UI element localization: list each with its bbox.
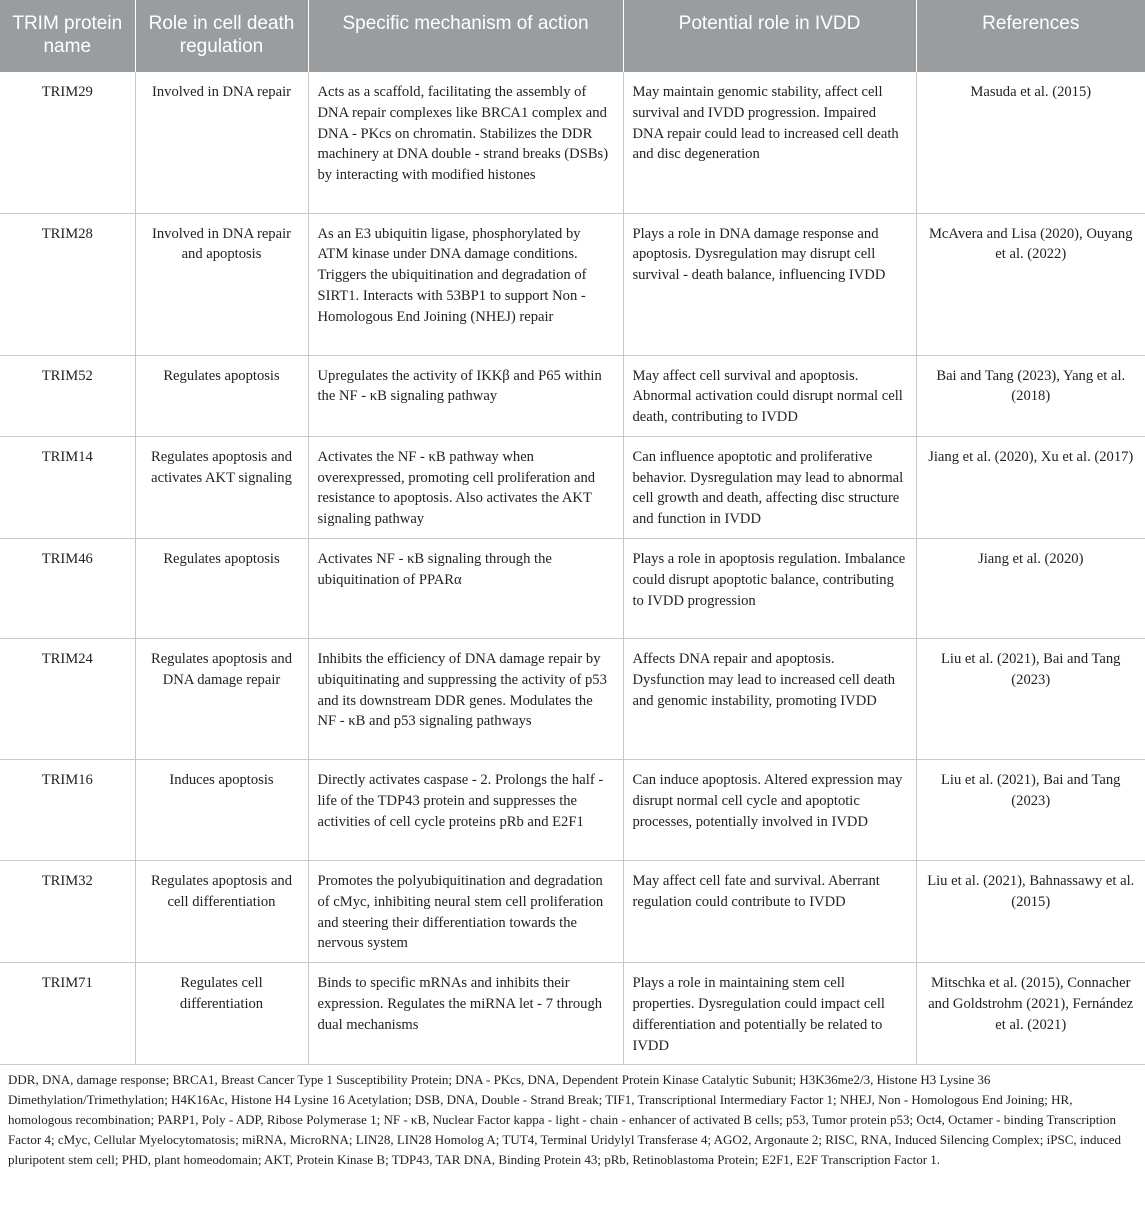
cell-role: Regulates apoptosis and DNA damage repair (135, 639, 308, 760)
cell-ivdd-role: Plays a role in maintaining stem cell properties. Dysregulation could impact cell differentiation and potentially be related to IVDD (623, 963, 916, 1065)
cell-protein-name: TRIM32 (0, 861, 135, 963)
cell-ivdd-role: Plays a role in apoptosis regulation. Imbalance could disrupt apoptotic balance, contributing to IVDD progression (623, 539, 916, 639)
cell-mechanism: Activates the NF - κB pathway when overexpressed, promoting cell proliferation and resistance to apoptosis. Also activates the AKT signaling pathway (308, 436, 623, 538)
cell-role: Induces apoptosis (135, 760, 308, 861)
cell-protein-name: TRIM16 (0, 760, 135, 861)
cell-references: Jiang et al. (2020), Xu et al. (2017) (916, 436, 1145, 538)
header-role: Role in cell death regulation (135, 0, 308, 72)
header-references: References (916, 0, 1145, 72)
table-row (0, 355, 1145, 436)
cell-references: Mitschka et al. (2015), Connacher and Goldstrohm (2021), Fernández et al. (2021) (916, 963, 1145, 1065)
cell-ivdd-role: May maintain genomic stability, affect cell survival and IVDD progression. Impaired DNA repair could lead to increased cell death and disc degeneration (623, 72, 916, 213)
cell-references: Liu et al. (2021), Bai and Tang (2023) (916, 760, 1145, 861)
cell-role: Regulates apoptosis (135, 539, 308, 639)
table-row (0, 760, 1145, 861)
cell-mechanism: Activates NF - κB signaling through the ubiquitination of PPARα (308, 539, 623, 639)
cell-protein-name: TRIM14 (0, 436, 135, 538)
cell-role: Regulates apoptosis (135, 355, 308, 436)
cell-ivdd-role: Plays a role in DNA damage response and apoptosis. Dysregulation may disrupt cell survival - death balance, influencing IVDD (623, 213, 916, 355)
cell-protein-name: TRIM29 (0, 72, 135, 213)
header-mechanism: Specific mechanism of action (308, 0, 623, 72)
cell-mechanism: Inhibits the efficiency of DNA damage repair by ubiquitinating and suppressing the activity of p53 and its downstream DDR genes. Modulates the NF - κB and p53 signaling pathways (308, 639, 623, 760)
table-footnote: DDR, DNA, damage response; BRCA1, Breast Cancer Type 1 Susceptibility Protein; DNA - PKcs, DNA, Dependent Protein Kinase Catalytic Subunit; H3K36me2/3, Histone H3 Lysine 36 Dimethylation/Trimethylation; H4K16Ac, Histone H4 Lysine 16 Acetylation; DSB, DNA, Double - Strand Break; TIF1, Transcriptional Intermediary Factor 1; NHEJ, Non - Homologous End Joining; HR, homologous recombination; PARP1, Poly - ADP, Ribose Polymerase 1; NF - κB, Nuclear Factor kappa - light - chain - enhancer of activated B cells; p53, Tumor protein p53; Oct4, Octamer - binding Transcription Factor 4; cMyc, Cellular Myelocytomatosis; miRNA, MicroRNA; LIN28, LIN28 Homolog A; TUT4, Terminal Uridylyl Transferase 4; AGO2, Argonaute 2; RISC, RNA, Induced Silencing Complex; iPSC, induced pluripotent stem cell; PHD, plant homeodomain; AKT, Protein Kinase B; TDP43, TAR DNA, Binding Protein 43; pRb, Retinoblastoma Protein; E2F1, E2F Transcription Factor 1. (8, 1072, 1122, 1167)
table-row (0, 213, 1145, 355)
table-row (0, 539, 1145, 639)
cell-mechanism: Directly activates caspase - 2. Prolongs the half - life of the TDP43 protein and suppresses the activities of cell cycle proteins pRb and E2F1 (308, 760, 623, 861)
cell-mechanism: Upregulates the activity of IKKβ and P65 within the NF - κB signaling pathway (308, 355, 623, 436)
cell-protein-name: TRIM24 (0, 639, 135, 760)
table-row (0, 72, 1145, 213)
cell-role: Regulates cell differentiation (135, 963, 308, 1065)
table-row (0, 963, 1145, 1065)
cell-references: Jiang et al. (2020) (916, 539, 1145, 639)
cell-references: McAvera and Lisa (2020), Ouyang et al. (2022) (916, 213, 1145, 355)
cell-ivdd-role: Can influence apoptotic and proliferative behavior. Dysregulation may lead to abnormal cell growth and death, affecting disc structure and function in IVDD (623, 436, 916, 538)
cell-protein-name: TRIM46 (0, 539, 135, 639)
cell-ivdd-role: May affect cell survival and apoptosis. Abnormal activation could disrupt normal cell death, contributing to IVDD (623, 355, 916, 436)
cell-ivdd-role: Affects DNA repair and apoptosis. Dysfunction may lead to increased cell death and genomic instability, promoting IVDD (623, 639, 916, 760)
table-row (0, 861, 1145, 963)
cell-references: Bai and Tang (2023), Yang et al. (2018) (916, 355, 1145, 436)
table-row (0, 436, 1145, 538)
cell-role: Regulates apoptosis and activates AKT signaling (135, 436, 308, 538)
cell-ivdd-role: May affect cell fate and survival. Aberrant regulation could contribute to IVDD (623, 861, 916, 963)
cell-mechanism: Promotes the polyubiquitination and degradation of cMyc, inhibiting neural stem cell proliferation and steering their differentiation towards the nervous system (308, 861, 623, 963)
table-header-row (0, 0, 1145, 72)
cell-ivdd-role: Can induce apoptosis. Altered expression may disrupt normal cell cycle and apoptotic processes, potentially involved in IVDD (623, 760, 916, 861)
cell-references: Liu et al. (2021), Bai and Tang (2023) (916, 639, 1145, 760)
table-row (0, 639, 1145, 760)
header-trim-protein-name: TRIM protein name (0, 0, 135, 72)
cell-role: Involved in DNA repair (135, 72, 308, 213)
cell-protein-name: TRIM71 (0, 963, 135, 1065)
cell-protein-name: TRIM28 (0, 213, 135, 355)
header-ivdd-role: Potential role in IVDD (623, 0, 916, 72)
cell-references: Masuda et al. (2015) (916, 72, 1145, 213)
cell-mechanism: As an E3 ubiquitin ligase, phosphorylated by ATM kinase under DNA damage conditions. Triggers the ubiquitination and degradation of SIRT1. Interacts with 53BP1 to support Non - Homologous End Joining (NHEJ) repair (308, 213, 623, 355)
cell-role: Involved in DNA repair and apoptosis (135, 213, 308, 355)
cell-references: Liu et al. (2021), Bahnassawy et al. (2015) (916, 861, 1145, 963)
cell-mechanism: Acts as a scaffold, facilitating the assembly of DNA repair complexes like BRCA1 complex and DNA - PKcs on chromatin. Stabilizes the DDR machinery at DNA double - strand breaks (DSBs) by interacting with modified histones (308, 72, 623, 213)
cell-protein-name: TRIM52 (0, 355, 135, 436)
cell-role: Regulates apoptosis and cell differentiation (135, 861, 308, 963)
cell-mechanism: Binds to specific mRNAs and inhibits their expression. Regulates the miRNA let - 7 through dual mechanisms (308, 963, 623, 1065)
